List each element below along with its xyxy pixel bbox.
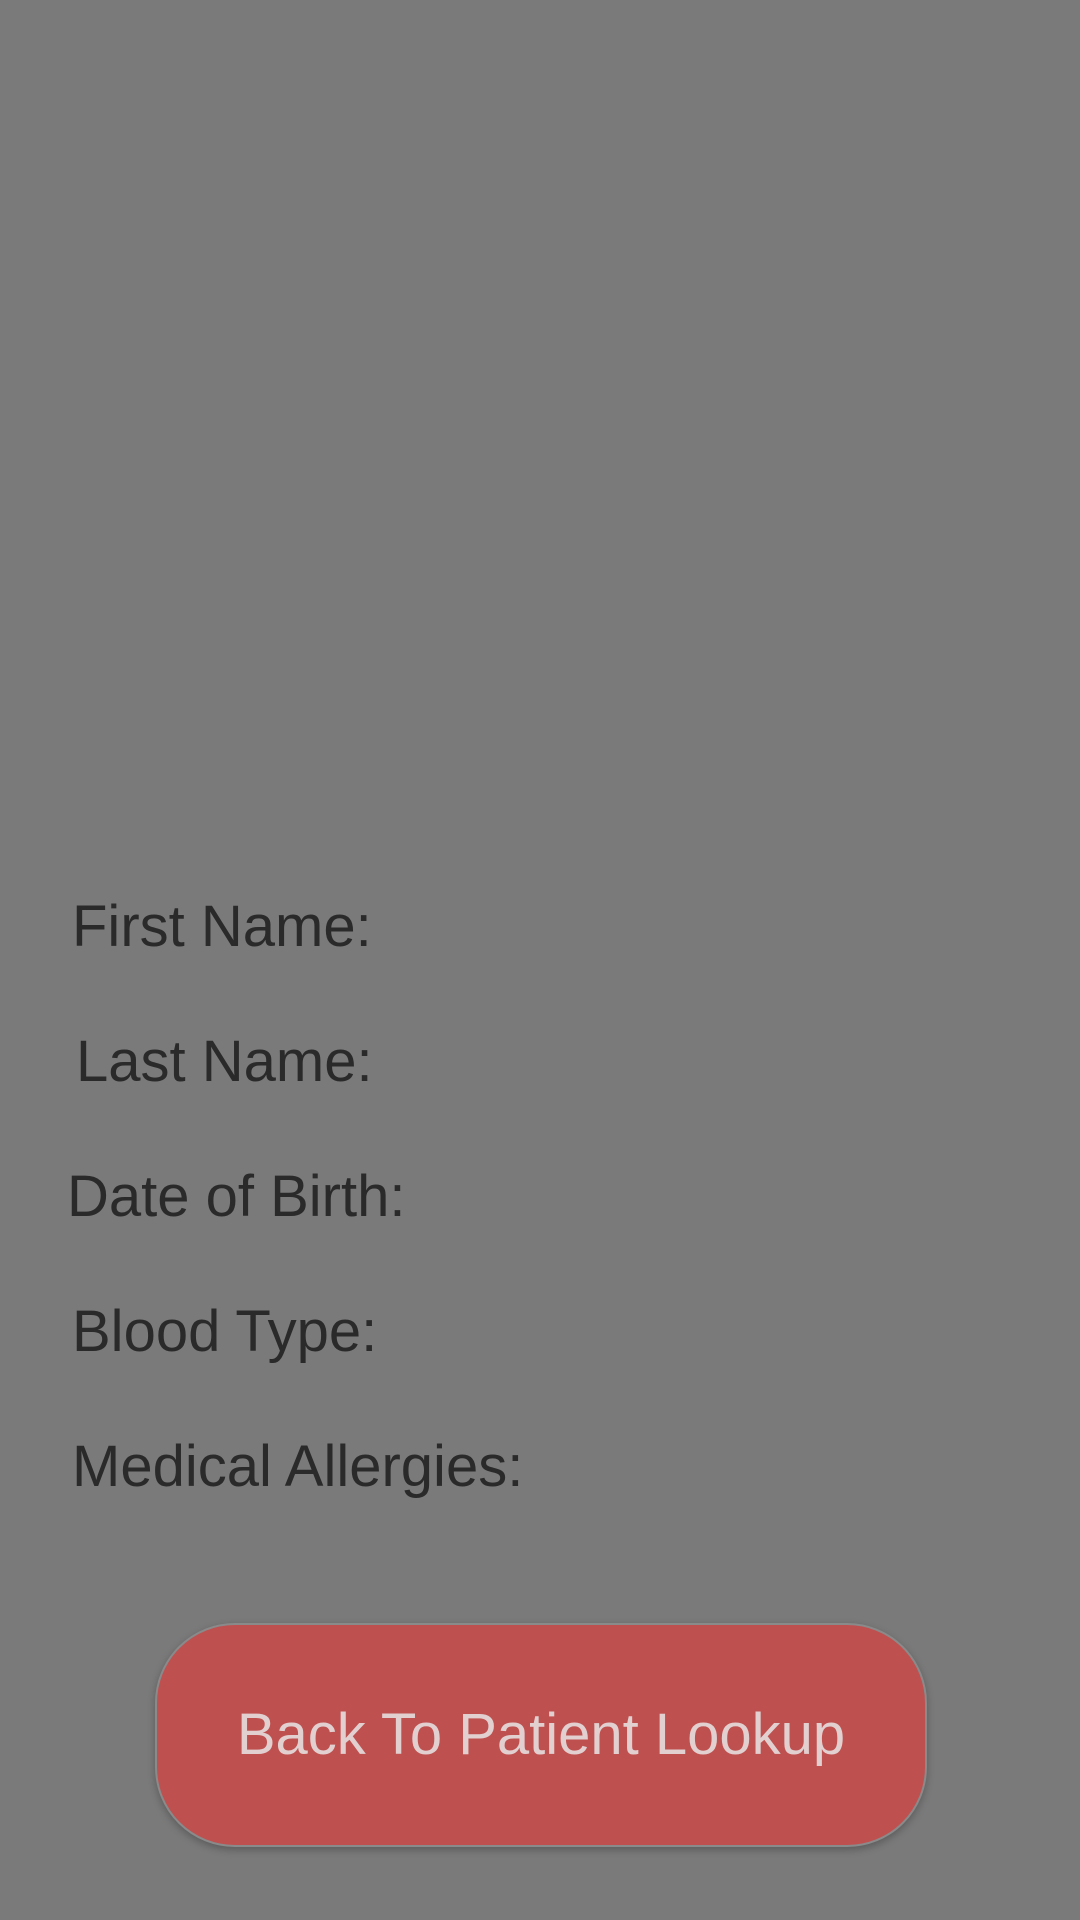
blood-type-label: Blood Type:: [72, 1299, 378, 1364]
back-to-patient-lookup-button[interactable]: [155, 1623, 927, 1847]
back-button-label: Back To Patient Lookup: [236, 1702, 846, 1767]
last-name-label: Last Name:: [76, 1029, 373, 1094]
first-name-label: First Name:: [72, 894, 372, 959]
date-of-birth-label: Date of Birth:: [67, 1164, 406, 1229]
medical-allergies-label: Medical Allergies:: [72, 1434, 524, 1499]
